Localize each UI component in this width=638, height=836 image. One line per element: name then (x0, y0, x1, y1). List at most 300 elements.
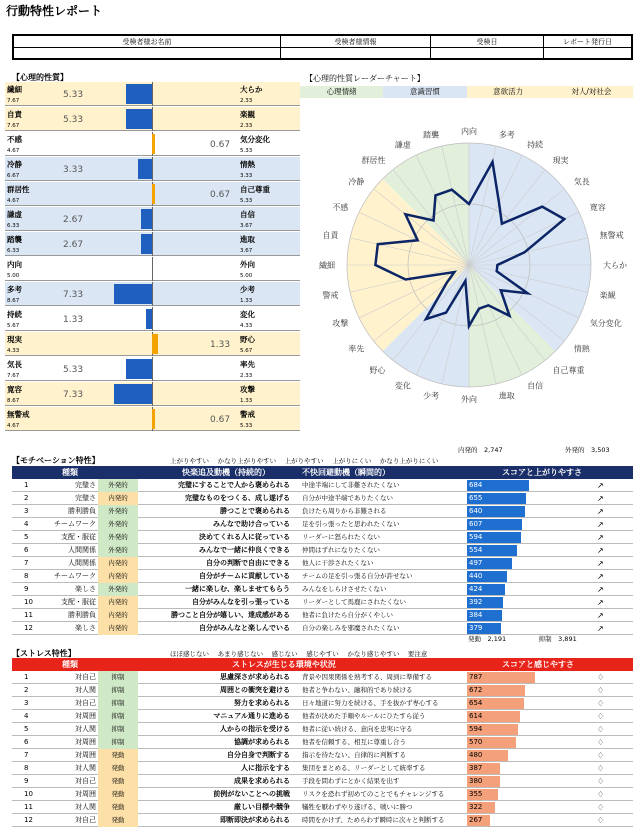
left-trait: 踏襲 (7, 235, 22, 244)
motivation-arrow-icon: ↗ (597, 481, 604, 490)
center-axis (152, 282, 153, 306)
table-row (12, 723, 633, 736)
row-main-desc: 自分がみんなを引っ張っている (192, 598, 290, 606)
row-sub-desc: 中途半端にして非難されたくない (302, 481, 400, 489)
inner-value: 2,747 (484, 446, 503, 454)
psych-row (5, 82, 300, 106)
row-number: 8 (24, 764, 29, 772)
left-trait: 無警戒 (7, 410, 30, 419)
row-type-tag: 発動 (98, 814, 138, 827)
stress-legend-0: ほぼ感じない (170, 650, 209, 658)
psych-row (5, 307, 300, 331)
row-category: チームワーク (54, 572, 96, 580)
table-header (12, 466, 633, 479)
stress-level-icon: ♢ (597, 673, 605, 682)
stress-level-icon: ♢ (597, 803, 605, 812)
right-trait: 外向 (240, 260, 255, 269)
th-score: スコアと感じやすさ (502, 660, 574, 669)
row-sub-desc: 背景や因果関係を熟考する、周到に準備する (302, 673, 432, 681)
val-info[interactable] (281, 48, 431, 59)
row-number: 10 (24, 598, 33, 606)
row-sub-desc: 犠牲を厭わずやり遂げる、戦いに勝つ (302, 803, 413, 811)
row-type-tag: 外発的 (98, 479, 138, 492)
row-sub-desc: チームの足を引っ張る自分が許せない (302, 572, 413, 580)
row-main-desc: 完璧にすることで人から褒められる (178, 481, 290, 489)
row-type-tag: 発動 (98, 762, 138, 775)
right-diff: 0.67 (210, 140, 231, 150)
left-trait: 謙虚 (7, 210, 22, 219)
left-score: 5.67 (7, 323, 20, 329)
row-score: 640 (469, 507, 483, 515)
left-trait: 内向 (7, 260, 22, 269)
row-category: 対自己 (75, 699, 96, 707)
row-number: 11 (24, 803, 33, 811)
row-type-tag: 発動 (98, 801, 138, 814)
right-score: 4.33 (240, 323, 253, 329)
radar-axis-label: 群居性 (361, 156, 386, 166)
row-score: 440 (469, 572, 483, 580)
right-diff: 1.33 (210, 340, 231, 350)
motivation-arrow-icon: ↗ (597, 598, 604, 607)
radar-axis-label: 攻撃 (332, 319, 349, 329)
row-score: 684 (469, 481, 483, 489)
row-main-desc: 努力を求められる (234, 699, 290, 707)
outer-label: 外発的 (565, 446, 585, 454)
row-category: 対自己 (75, 777, 96, 785)
row-category: 完璧さ (75, 481, 96, 489)
center-axis (152, 107, 153, 131)
row-number: 3 (24, 699, 29, 707)
row-category: 人間関係 (68, 559, 96, 567)
row-sub-desc: 他者を信頼する、相互に尊重し合う (302, 738, 406, 746)
row-main-desc: みんなで助け合っている (213, 520, 290, 528)
left-score: 4.33 (7, 348, 20, 354)
val-exam-date[interactable] (431, 48, 544, 59)
row-sub-desc: リスクを恐れず初めてのことでもチャレンジする (302, 790, 445, 798)
psych-row (5, 157, 300, 181)
col-name: 受検者様お名前 (14, 36, 281, 48)
left-score: 4.67 (7, 198, 20, 204)
row-sub-desc: 他者に従い続ける、意向を忠実に守る (302, 725, 413, 733)
left-score: 4.67 (7, 423, 20, 429)
row-main-desc: 自分がチームに貢献している (199, 572, 290, 580)
motiv-footer (468, 634, 577, 643)
psych-row (5, 232, 300, 256)
stress-level-icon: ♢ (597, 712, 605, 721)
stress-level-icon: ♢ (597, 686, 605, 695)
row-main-desc: 勝つことで褒められる (220, 507, 290, 515)
row-type-tag: 抑制 (98, 723, 138, 736)
row-category: 完璧さ (75, 494, 96, 502)
radar-axis-label: 自己尊重 (552, 365, 585, 375)
left-trait: 気長 (7, 360, 22, 369)
right-score: 2.33 (240, 123, 253, 129)
right-score: 2.33 (240, 98, 253, 104)
radar-category: 心理情緒 (300, 86, 383, 98)
radar-axis-label: 自信 (527, 381, 544, 391)
psych-row (5, 207, 300, 231)
th-pleasure: 快楽追及動機（持続的） (182, 468, 270, 477)
left-score: 4.67 (7, 148, 20, 154)
left-score: 7.67 (7, 373, 20, 379)
col-info: 受検者様情報 (281, 36, 431, 48)
center-axis (152, 382, 153, 406)
right-score: 5.33 (240, 198, 253, 204)
table-row (12, 505, 633, 518)
row-category: 対周囲 (75, 790, 96, 798)
right-trait: 野心 (240, 335, 255, 344)
row-number: 7 (24, 751, 29, 759)
col-issue-date: レポート発行日 (544, 36, 631, 48)
psych-row (5, 407, 300, 431)
motivation-arrow-icon: ↗ (597, 611, 604, 620)
row-sub-desc: みんなをしらけさせたくない (302, 585, 387, 593)
row-score: 654 (469, 699, 483, 707)
radar-axis-label: 無警戒 (599, 231, 624, 241)
radar-axis-label: 持続 (527, 140, 544, 150)
motivation-arrow-icon: ↗ (597, 559, 604, 568)
row-number: 9 (24, 585, 29, 593)
row-main-desc: 完璧なものをつくる、成し遂げる (185, 494, 290, 502)
right-score: 5.33 (240, 148, 253, 154)
left-trait: 寛容 (7, 385, 22, 394)
row-number: 6 (24, 546, 29, 554)
row-type-tag: 抑制 (98, 710, 138, 723)
left-score: 8.67 (7, 298, 20, 304)
row-sub-desc: 足を引っ張ったと思われたくない (302, 520, 400, 528)
val-name[interactable] (14, 48, 281, 59)
row-score: 497 (469, 559, 483, 567)
row-category: 支配・服従 (61, 598, 96, 606)
left-bar (126, 359, 152, 379)
table-row (12, 583, 633, 596)
left-bar (126, 109, 152, 129)
motiv-legend-4: かなり上がりにくい (379, 457, 439, 465)
radar-axis-label: 謙虚 (394, 140, 411, 150)
row-category: 対自己 (75, 673, 96, 681)
stress-level-icon: ♢ (597, 738, 605, 747)
left-score: 6.33 (7, 248, 20, 254)
table-row (12, 596, 633, 609)
left-bar (114, 284, 152, 304)
row-type-tag: 発動 (98, 775, 138, 788)
row-type-tag: 発動 (98, 788, 138, 801)
row-number: 6 (24, 738, 29, 746)
table-row (12, 570, 633, 583)
row-type-tag: 外発的 (98, 544, 138, 557)
motivation-arrow-icon: ↗ (597, 533, 604, 542)
left-bar (141, 234, 152, 254)
right-bar (152, 184, 155, 204)
row-main-desc: 自分の判断で自由にできる (206, 559, 290, 567)
row-score: 554 (469, 546, 483, 554)
row-sub-desc: 集団をまとめる、リーダーとして統率する (302, 764, 426, 772)
right-trait: 少考 (240, 285, 255, 294)
right-trait: 楽観 (240, 110, 255, 119)
left-trait: 自責 (7, 110, 22, 119)
right-trait: 警戒 (240, 410, 255, 419)
radar-chart (305, 100, 633, 430)
col-exam-date: 受検日 (431, 36, 544, 48)
row-number: 5 (24, 533, 29, 541)
left-bar (146, 309, 152, 329)
center-axis (152, 257, 153, 281)
row-category: 対自己 (75, 816, 96, 824)
stress-legend-3: 感じやすい (306, 650, 339, 658)
table-row (12, 814, 633, 827)
stress-level-icon: ♢ (597, 751, 605, 760)
row-score: 322 (469, 803, 483, 811)
left-score: 6.67 (7, 173, 20, 179)
row-number: 4 (24, 520, 29, 528)
stress-legend (170, 649, 427, 658)
left-bar (126, 84, 152, 104)
row-type-tag: 発動 (98, 749, 138, 762)
radar-axis-label: 内向 (461, 127, 477, 136)
stress-level-icon: ♢ (597, 790, 605, 799)
row-main-desc: 即断即決が求められる (220, 816, 290, 824)
row-main-desc: 前例がないことへの挑戦 (213, 790, 290, 798)
row-sub-desc: 日々地道に努力を続ける、手を抜かず専心する (302, 699, 439, 707)
motivation-arrow-icon: ↗ (597, 546, 604, 555)
stress-legend-1: あまり感じない (217, 650, 264, 658)
th-avoid: 不快回避動機（瞬間的） (302, 468, 390, 477)
table-row (12, 479, 633, 492)
table-row (12, 684, 633, 697)
yokusei-label: 抑制 (538, 635, 552, 643)
row-category: 人間関係 (68, 546, 96, 554)
row-score: 570 (469, 738, 483, 746)
left-trait: 持続 (7, 310, 22, 319)
right-diff: 0.67 (210, 190, 231, 200)
radar-axis-label: 踏襲 (423, 130, 440, 140)
right-score: 5.33 (240, 423, 253, 429)
row-category: 対人関 (75, 803, 96, 811)
right-trait: 変化 (240, 310, 255, 319)
stress-level-icon: ♢ (597, 816, 605, 825)
row-sub-desc: 時間をかけず、ためらわず瞬時に次々と判断する (302, 816, 445, 824)
row-score: 787 (469, 673, 483, 681)
left-diff: 5.33 (63, 115, 84, 125)
row-number: 2 (24, 494, 29, 502)
row-category: 対周囲 (75, 751, 96, 759)
left-trait: 不感 (7, 135, 22, 144)
row-score: 355 (469, 790, 483, 798)
row-main-desc: 周囲との衝突を避ける (220, 686, 290, 694)
right-score: 3.67 (240, 248, 253, 254)
th-situation: ストレスが生じる環境や状況 (232, 660, 336, 669)
radar-axis-label: 楽観 (599, 290, 616, 300)
row-sub-desc: 他者に負けたら自分がくやしい (302, 611, 393, 619)
radar-axis-label: 率先 (348, 344, 365, 354)
left-diff: 5.33 (63, 90, 84, 100)
radar-axis-label: 現実 (552, 156, 569, 166)
right-score: 1.33 (240, 298, 253, 304)
motivation-arrow-icon: ↗ (597, 572, 604, 581)
table-row (12, 492, 633, 505)
right-score: 2.33 (240, 373, 253, 379)
th-score: スコアと上がりやすさ (502, 468, 582, 477)
stress-level-icon: ♢ (597, 725, 605, 734)
row-score: 672 (469, 686, 483, 694)
row-type-tag: 外発的 (98, 505, 138, 518)
examinee-header-table (12, 34, 633, 60)
row-category: 勝利勝負 (68, 611, 96, 619)
radar-category-header (300, 86, 633, 98)
row-number: 9 (24, 777, 29, 785)
left-diff: 2.67 (63, 240, 84, 250)
motiv-legend-2: 上がりやすい (284, 457, 324, 465)
row-score: 594 (469, 533, 483, 541)
row-category: 対周囲 (75, 738, 96, 746)
radar-axis-label: 冷静 (348, 177, 365, 187)
row-number: 3 (24, 507, 29, 515)
center-axis (152, 157, 153, 181)
radar-axis-label: 繊細 (319, 261, 335, 270)
row-category: 対人関 (75, 725, 96, 733)
row-number: 12 (24, 624, 33, 632)
hatsudo-value: 2,191 (487, 635, 507, 643)
row-score: 267 (469, 816, 483, 824)
row-type-tag: 内発的 (98, 570, 138, 583)
psych-heading: 【心理的性質】 (12, 73, 68, 82)
row-main-desc: 思慮深さが求められる (220, 673, 290, 681)
motivation-arrow-icon: ↗ (597, 585, 604, 594)
radar-axis-label: 野心 (369, 365, 386, 375)
right-diff: 0.67 (210, 415, 231, 425)
radar-axis-label: 自責 (322, 231, 339, 241)
radar-axis-label: 変化 (394, 381, 411, 391)
table-row (12, 788, 633, 801)
table-row (12, 762, 633, 775)
row-category: 対人関 (75, 686, 96, 694)
left-score: 7.67 (7, 123, 20, 129)
table-row (12, 531, 633, 544)
outer-total (565, 445, 610, 454)
right-trait: 進取 (240, 235, 255, 244)
row-category: 支配・服従 (61, 533, 96, 541)
row-type-tag: 内発的 (98, 609, 138, 622)
right-trait: 自信 (240, 210, 255, 219)
row-type-tag: 外発的 (98, 531, 138, 544)
right-trait: 大らか (240, 85, 263, 94)
row-number: 4 (24, 712, 29, 720)
radar-axis-label: 進取 (498, 391, 515, 401)
motivation-arrow-icon: ↗ (597, 520, 604, 529)
row-main-desc: みんなで一緒に仲良くできる (199, 546, 290, 554)
row-type-tag: 抑制 (98, 684, 138, 697)
right-score: 1.33 (240, 398, 253, 404)
left-diff: 2.67 (63, 215, 84, 225)
row-type-tag: 外発的 (98, 583, 138, 596)
row-score: 594 (469, 725, 483, 733)
row-sub-desc: 他者が決めた手順やルールにひたすら従う (302, 712, 426, 720)
row-score: 392 (469, 598, 483, 606)
radar-axis-label: 外向 (461, 395, 477, 404)
right-score: 3.67 (240, 223, 253, 229)
row-type-tag: 外発的 (98, 518, 138, 531)
row-number: 2 (24, 686, 29, 694)
row-type-tag: 内発的 (98, 622, 138, 635)
left-diff: 7.33 (63, 390, 84, 400)
right-trait: 率先 (240, 360, 255, 369)
row-main-desc: 自分がみんなと楽しんでいる (199, 624, 290, 632)
center-axis (152, 207, 153, 231)
table-row (12, 736, 633, 749)
left-diff: 7.33 (63, 290, 84, 300)
row-category: 対人関 (75, 764, 96, 772)
row-main-desc: 決めてくれる人に従っている (199, 533, 290, 541)
right-bar (152, 409, 155, 429)
report-title: 行動特性レポート (6, 4, 103, 18)
table-row (12, 801, 633, 814)
left-diff: 1.33 (63, 315, 84, 325)
stress-level-icon: ♢ (597, 764, 605, 773)
row-main-desc: 人からの指示を受ける (220, 725, 290, 733)
table-row (12, 609, 633, 622)
table-row (12, 749, 633, 762)
center-axis (152, 82, 153, 106)
val-issue-date[interactable] (544, 48, 631, 59)
row-type-tag: 内発的 (98, 557, 138, 570)
row-number: 5 (24, 725, 29, 733)
row-type-tag: 抑制 (98, 671, 138, 684)
table-row (12, 775, 633, 788)
table-row (12, 697, 633, 710)
th-type: 種類 (62, 660, 78, 669)
left-diff: 3.33 (63, 165, 84, 175)
row-category: 対周囲 (75, 712, 96, 720)
row-score: 380 (469, 777, 483, 785)
row-sub-desc: 他者と争わない、融和的であり続ける (302, 686, 413, 694)
stress-level-icon: ♢ (597, 777, 605, 786)
center-axis (152, 307, 153, 331)
table-header (12, 658, 633, 671)
inner-label: 内発的 (458, 446, 478, 454)
row-type-tag: 内発的 (98, 596, 138, 609)
row-sub-desc: 指示を待たない、自律的に判断する (302, 751, 406, 759)
motiv-legend-3: 上がりにくい (332, 457, 372, 465)
motiv-legend-1: かなり上がりやすい (217, 457, 277, 465)
radar-category: 対人/対社会 (550, 86, 633, 98)
right-trait: 自己尊重 (240, 185, 270, 194)
right-score: 5.67 (240, 348, 253, 354)
table-row (12, 710, 633, 723)
left-diff: 5.33 (63, 365, 84, 375)
row-main-desc: 勝つこと自分が嬉しい、達成感がある (171, 611, 290, 619)
yokusei-value: 3,891 (558, 635, 577, 643)
stress-legend-4: かなり感じやすい (347, 650, 400, 658)
center-axis (152, 232, 153, 256)
radar-category: 意識習慣 (383, 86, 466, 98)
radar-axis-label: 寛容 (589, 202, 606, 212)
stress-level-icon: ♢ (597, 699, 605, 708)
stress-heading: 【ストレス特性】 (12, 649, 76, 658)
row-sub-desc: 仲間はずれになりたくない (302, 546, 380, 554)
row-score: 384 (469, 611, 483, 619)
right-score: 3.33 (240, 173, 253, 179)
left-trait: 群居性 (7, 185, 30, 194)
psych-row (5, 107, 300, 131)
psych-row (5, 257, 300, 281)
radar-axis-label: 不感 (332, 202, 349, 212)
radar-axis-label: 警戒 (322, 290, 339, 300)
row-sub-desc: リーダーに怒られたくない (302, 533, 380, 541)
row-score: 607 (469, 520, 483, 528)
motivation-arrow-icon: ↗ (597, 507, 604, 516)
right-trait: 情熱 (240, 160, 255, 169)
stress-legend-2: 感じない (271, 650, 298, 658)
